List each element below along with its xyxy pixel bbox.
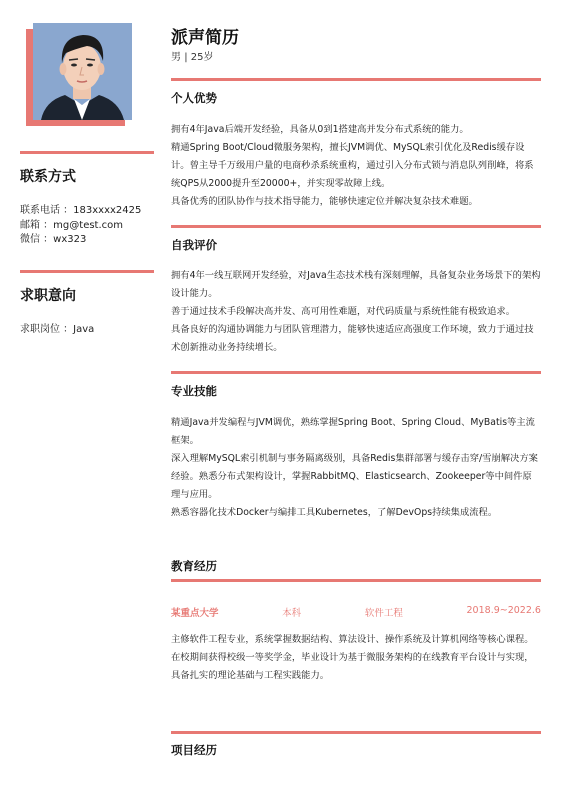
skills-text (171, 414, 541, 522)
study-period: 2018.9~2022.6 (466, 605, 541, 616)
education-entry (171, 605, 541, 619)
projects-title: 项目经历 (171, 743, 217, 757)
job-intent-title: 求职意向 (20, 288, 76, 304)
section-divider (171, 78, 541, 81)
self-eval-text (171, 267, 541, 357)
school-name: 某重点大学 (171, 608, 219, 619)
separator: | (184, 52, 191, 63)
self-eval-line: 拥有4年一线互联网开发经验，对Java生态技术栈有深刻理解，具备复杂业务场景下的架构设计能力。 (171, 270, 541, 299)
resume-title: 派声简历 (171, 28, 239, 48)
person-portrait-icon (33, 23, 132, 120)
gender: 男 (171, 52, 181, 63)
skill-line: 精通Java并发编程与JVM调优，熟练掌握Spring Boot、Spring Cloud、MyBatis等主流框架。 (171, 417, 535, 446)
section-divider (171, 225, 541, 228)
education-line: 主修软件工程专业，系统掌握数据结构、算法设计、操作系统及计算机网络等核心课程。 (171, 634, 534, 645)
contact-section (20, 151, 154, 248)
avatar (33, 23, 132, 120)
contact-title: 联系方式 (20, 169, 76, 185)
skills-title: 专业技能 (171, 384, 217, 398)
advantages-title: 个人优势 (171, 91, 217, 105)
job-position: 求职岗位 ：Java (20, 324, 95, 335)
advantage-line: 拥有4年Java后端开发经验，具备从0到1搭建高并发分布式系统的能力。 (171, 124, 469, 135)
advantage-line: 精通Spring Boot/Cloud微服务架构，擅长JVM调优、MySQL索引优化及Redis缓存设计。曾主导千万级用户量的电商秒杀系统重构，通过引入分布式锁与消息队列削峰，将系统QPS从2000提升至20000+，并实现零故障上线。 (171, 142, 534, 189)
self-eval-title: 自我评价 (171, 238, 217, 252)
advantage-line: 具备优秀的团队协作与技术指导能力，能够快速定位并解决复杂技术难题。 (171, 196, 478, 207)
contact-phone: 联系电话 ：183xxxx2425 (20, 205, 142, 216)
skill-line: 深入理解MySQL索引机制与事务隔离级别，具备Redis集群部署与缓存击穿/雪崩解决方案经验。熟悉分布式架构设计，掌握RabbitMQ、Elasticsearch、Zookeeper等中间件原理与应用。 (171, 453, 538, 500)
contact-email: 邮箱 ：mg@test.com (20, 219, 124, 231)
self-eval-line: 善于通过技术手段解决高并发、高可用性难题，对代码质量与系统性能有极致追求。 (171, 306, 515, 317)
skill-line: 熟悉容器化技术Docker与编排工具Kubernetes，了解DevOps持续集成流程。 (171, 507, 498, 518)
section-divider (20, 151, 154, 154)
profile-photo (26, 23, 132, 126)
self-eval-line: 具备良好的沟通协调能力与团队管理潜力，能够快速适应高强度工作环境，致力于通过技术创新推动业务持续增长。 (171, 324, 534, 353)
section-divider (171, 371, 541, 374)
section-divider (171, 579, 541, 582)
section-divider (171, 731, 541, 734)
degree: 本科 (282, 608, 302, 619)
education-line: 在校期间获得校级一等奖学金，毕业设计为基于微服务架构的在线教育平台设计与实现，具备扎实的理论基础与工程实践能力。 (171, 652, 534, 681)
education-title: 教育经历 (171, 559, 217, 573)
major: 软件工程 (364, 608, 403, 619)
age: 25岁 (190, 52, 214, 63)
education-text (171, 631, 541, 685)
section-divider (20, 270, 154, 273)
basic-info (171, 48, 213, 63)
job-intent-section (20, 270, 154, 338)
contact-wechat: 微信 ：wx323 (20, 234, 87, 245)
advantages-text (171, 121, 541, 211)
